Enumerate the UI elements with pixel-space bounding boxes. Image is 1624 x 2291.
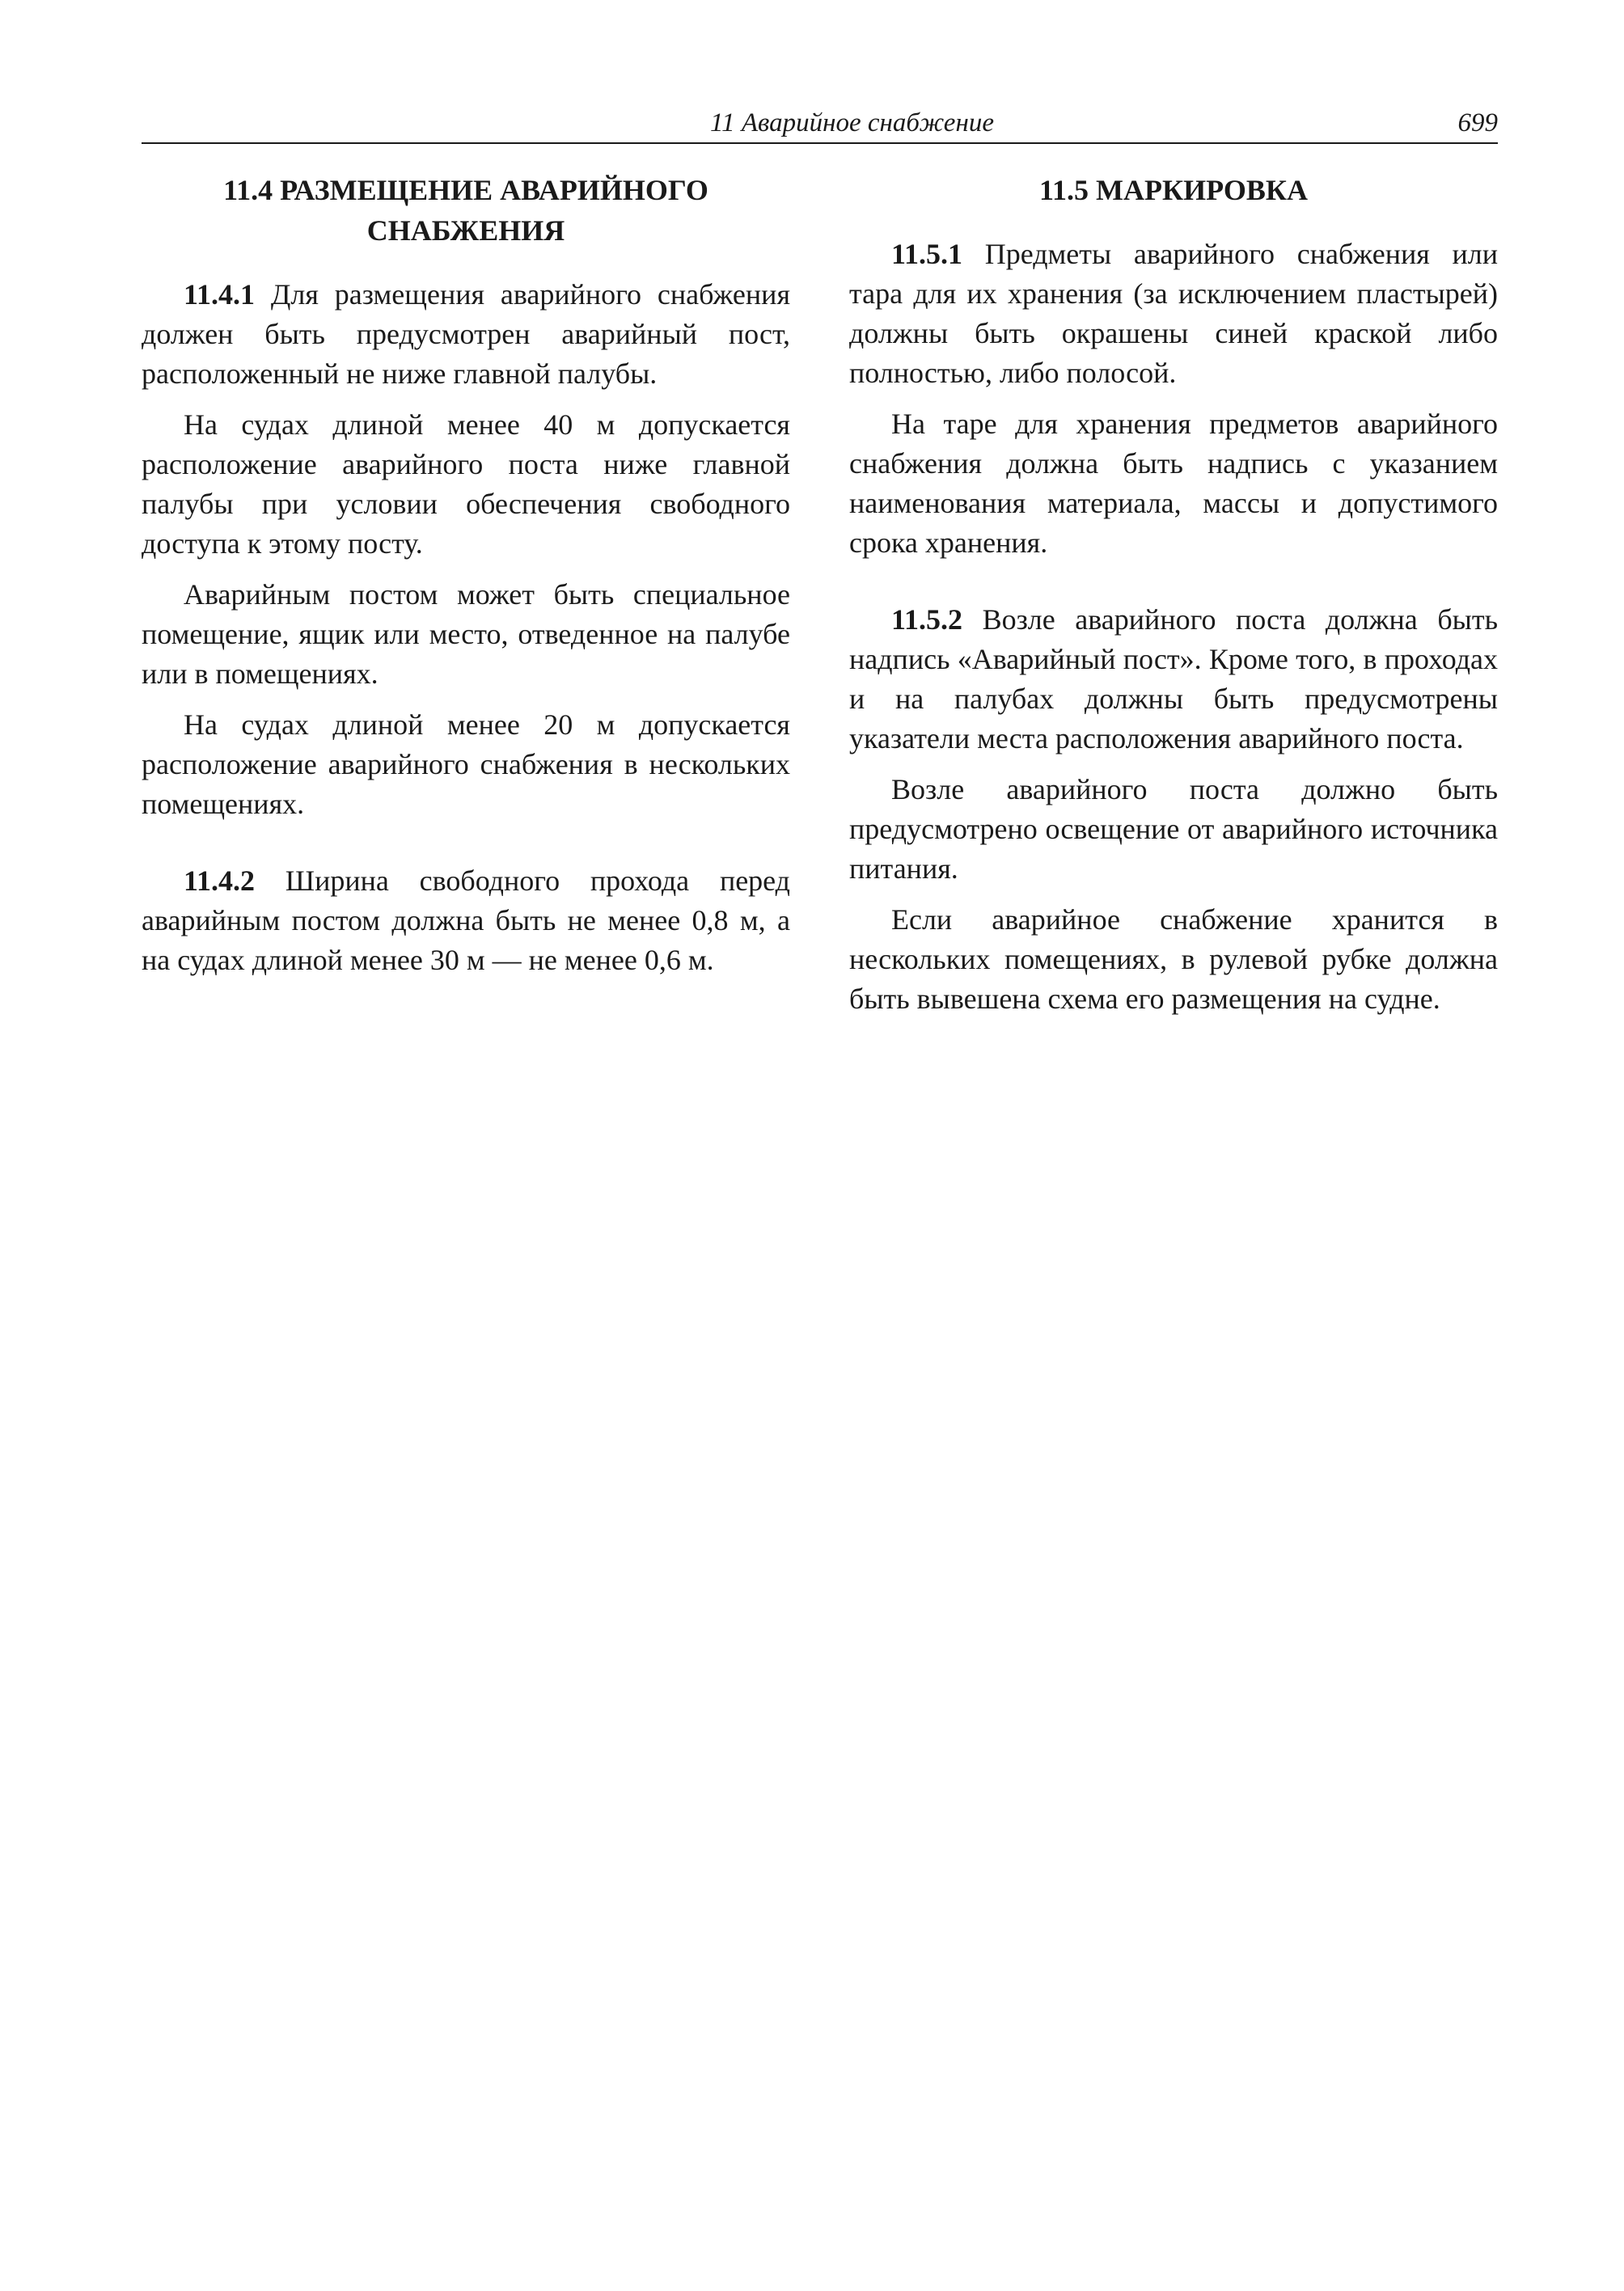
paragraph: Если аварийное снабжение хранится в нескольких помещениях, в рулевой рубке должна быть вывешена схема его размещения на судне.	[849, 903, 1498, 1015]
clause-number: 11.5.1	[891, 238, 963, 270]
section-heading-11-4: 11.4 РАЗМЕЩЕНИЕ АВАРИЙНОГО СНАБЖЕНИЯ	[223, 174, 708, 247]
paragraph: На судах длиной менее 20 м допускается расположение аварийного снабжения в нескольких помещениях.	[142, 708, 790, 820]
paragraph-text: Для размещения аварийного снабжения должен быть предусмотрен аварийный пост, расположенный не ниже главной палубы.	[142, 278, 791, 390]
section-heading-11-5: 11.5 МАРКИРОВКА	[1039, 174, 1308, 206]
paragraph: На таре для хранения предметов аварийного снабжения должна быть надпись с указанием наименования материала, массы и допустимого срока хранения.	[849, 408, 1498, 559]
clause-number: 11.4.2	[184, 864, 256, 897]
running-title: 11 Аварийное снабжение	[710, 108, 994, 137]
clause-11-4-2	[142, 861, 790, 980]
clause-number: 11.5.2	[891, 603, 963, 636]
paragraph: Возле аварийного поста должно быть предусмотрено освещение от аварийного источника питания.	[849, 773, 1498, 885]
clause-11-4-1	[142, 275, 790, 824]
paragraph-text: Предметы аварийного снабжения или тара для их хранения (за исключением пластырей) должны быть окрашены синей краской либо полностью, либо полосой.	[849, 238, 1499, 389]
clause-11-5-2	[849, 600, 1498, 1019]
paragraph-text: Ширина свободного прохода перед аварийным постом должна быть не менее 0,8 м, а на судах длиной менее 30 м — не менее 0,6 м.	[142, 864, 791, 976]
paragraph	[849, 235, 1498, 393]
running-header	[142, 104, 1498, 144]
paragraph	[849, 600, 1498, 759]
clause-11-5-1	[849, 235, 1498, 563]
right-column	[849, 170, 1498, 1019]
paragraph: На судах длиной менее 40 м допускается расположение аварийного поста ниже главной палубы при условии обеспечения свободного доступа к этому посту.	[142, 408, 790, 560]
paragraph	[142, 861, 790, 980]
page-number: 699	[1457, 108, 1498, 137]
left-column	[142, 170, 790, 980]
paragraph-text: Возле аварийного поста должна быть надпись «Аварийный пост». Кроме того, в проходах и на палубах должны быть предусмотрены указатели места расположения аварийного поста.	[849, 603, 1498, 755]
paragraph	[142, 275, 790, 394]
paragraph: Аварийным постом может быть специальное помещение, ящик или место, отведенное на палубе или в помещениях.	[142, 578, 790, 690]
clause-number: 11.4.1	[184, 278, 256, 311]
